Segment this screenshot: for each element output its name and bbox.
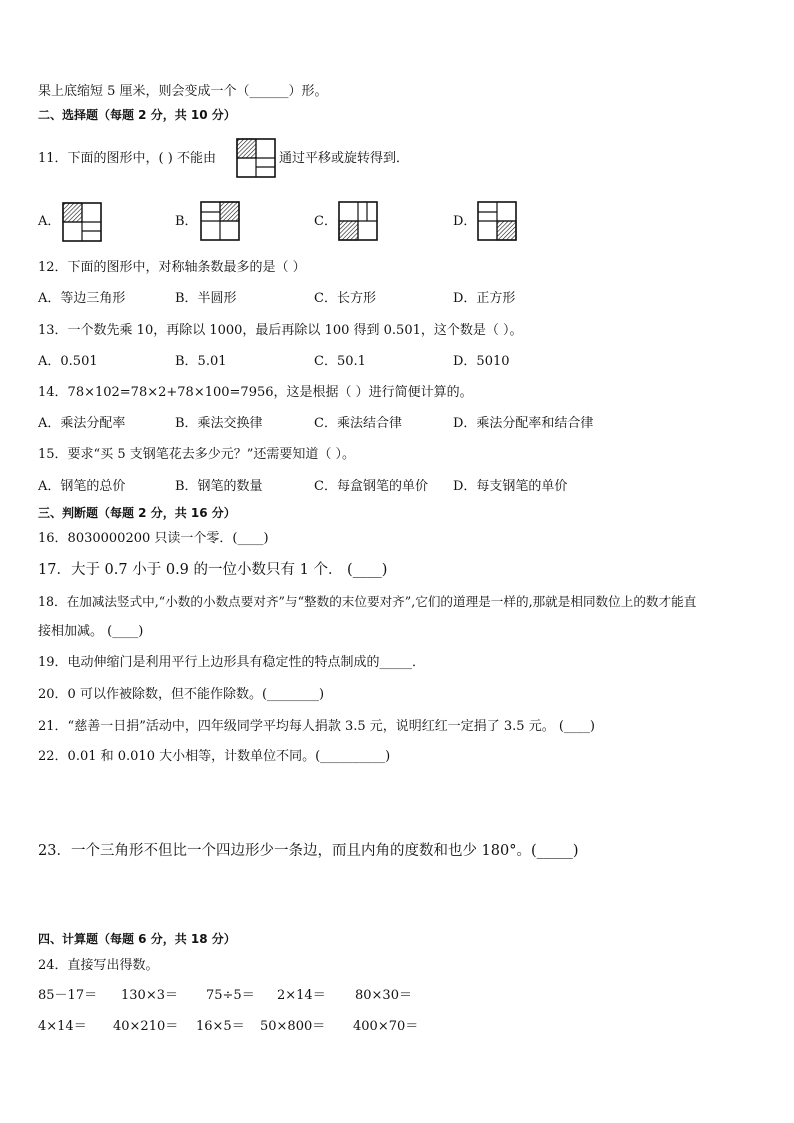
section-4-title: 四、计算题（每题 6 分，共 18 分） bbox=[38, 932, 236, 946]
q14-option-a: A．乘法分配率 bbox=[38, 416, 126, 431]
calc-item: 4×14＝ bbox=[38, 1019, 87, 1034]
q18-text-line1: 18．在加减法竖式中,“小数的小数点要对齐”与“整数的末位要对齐”,它们的道理是一样的,那就是相同数位上的数才能直 bbox=[38, 594, 697, 609]
calc-item: 400×70＝ bbox=[353, 1019, 419, 1034]
section-3-title: 三、判断题（每题 2 分，共 16 分） bbox=[38, 506, 236, 520]
section-2-title: 二、选择题（每题 2 分，共 10 分） bbox=[38, 108, 236, 122]
q11-stem-after: 通过平移或旋转得到． bbox=[279, 151, 410, 166]
q11-option-b-figure bbox=[200, 201, 240, 241]
q16-text: 16．8030000200 只读一个零．(____) bbox=[38, 531, 269, 546]
q11-stem-before: 11．下面的图形中，( ) 不能由 bbox=[38, 151, 216, 166]
calc-item: 40×210＝ bbox=[113, 1019, 179, 1034]
calc-item: 50×800＝ bbox=[260, 1019, 326, 1034]
calc-item: 2×14＝ bbox=[277, 988, 326, 1003]
q11-option-a-label: A． bbox=[38, 214, 61, 229]
q14-option-c: C．乘法结合律 bbox=[314, 416, 402, 431]
q18-text-line2: 接相加减。 (____) bbox=[38, 624, 144, 639]
q13-option-a: A．0.501 bbox=[38, 354, 98, 369]
q11-option-c-label: C． bbox=[314, 214, 337, 229]
q14-stem: 14．78×102=78×2+78×100=7956，这是根据（ ）进行简便计算的。 bbox=[38, 385, 473, 400]
calc-item: 130×3＝ bbox=[121, 988, 178, 1003]
q14-option-b: B．乘法交换律 bbox=[175, 416, 263, 431]
q11-option-d-figure bbox=[477, 201, 517, 241]
q15-option-d: D．每支钢笔的单价 bbox=[453, 479, 568, 494]
q14-option-d: D．乘法分配率和结合律 bbox=[453, 416, 594, 431]
q13-option-d: D．5010 bbox=[453, 354, 510, 369]
q15-option-b: B．钢笔的数量 bbox=[175, 479, 263, 494]
q12-stem: 12．下面的图形中，对称轴条数最多的是（ ） bbox=[38, 260, 306, 275]
q13-option-c: C．50.1 bbox=[314, 354, 366, 369]
calc-item: 80×30＝ bbox=[355, 988, 412, 1003]
intro-line: 果上底缩短 5 厘米，则会变成一个（______）形。 bbox=[38, 84, 328, 99]
q21-text: 21．“慈善一日捐”活动中，四年级同学平均每人捐款 3.5 元，说明红红一定捐了 3.5 元。 (____) bbox=[38, 719, 595, 734]
q11-reference-figure bbox=[236, 138, 276, 178]
q12-option-a: A．等边三角形 bbox=[38, 291, 126, 306]
calc-item: 75÷5＝ bbox=[206, 988, 255, 1003]
q19-text: 19．电动伸缩门是利用平行上边形具有稳定性的特点制成的_____． bbox=[38, 655, 426, 670]
q15-stem: 15．要求“买 5 支钢笔花去多少元？”还需要知道（ ）。 bbox=[38, 447, 356, 462]
q11-option-a-figure bbox=[62, 202, 102, 242]
q13-option-b: B．5.01 bbox=[175, 354, 227, 369]
q12-option-d: D．正方形 bbox=[453, 291, 516, 306]
q12-option-b: B．半圆形 bbox=[175, 291, 237, 306]
q11-option-c-figure bbox=[338, 201, 378, 241]
q23-text: 23．一个三角形不但比一个四边形少一条边，而且内角的度数和也少 180°。(_____) bbox=[38, 843, 579, 859]
q11-option-b-label: B． bbox=[175, 214, 198, 229]
q11-option-d-label: D． bbox=[453, 214, 477, 229]
q17-text: 17．大于 0.7 小于 0.9 的一位小数只有 1 个． (____) bbox=[38, 562, 388, 578]
q20-text: 20．0 可以作被除数，但不能作除数。(________) bbox=[38, 687, 325, 702]
calc-item: 85－17＝ bbox=[38, 988, 98, 1003]
calc-item: 16×5＝ bbox=[196, 1019, 245, 1034]
q13-stem: 13．一个数先乘 10，再除以 1000，最后再除以 100 得到 0.501，这个数是（ ）。 bbox=[38, 323, 523, 338]
q24-stem: 24．直接写出得数。 bbox=[38, 958, 159, 973]
q12-option-c: C．长方形 bbox=[314, 291, 376, 306]
q15-option-a: A．钢笔的总价 bbox=[38, 479, 126, 494]
q22-text: 22．0.01 和 0.010 大小相等，计数单位不同。(__________) bbox=[38, 749, 391, 764]
q15-option-c: C．每盒钢笔的单价 bbox=[314, 479, 428, 494]
